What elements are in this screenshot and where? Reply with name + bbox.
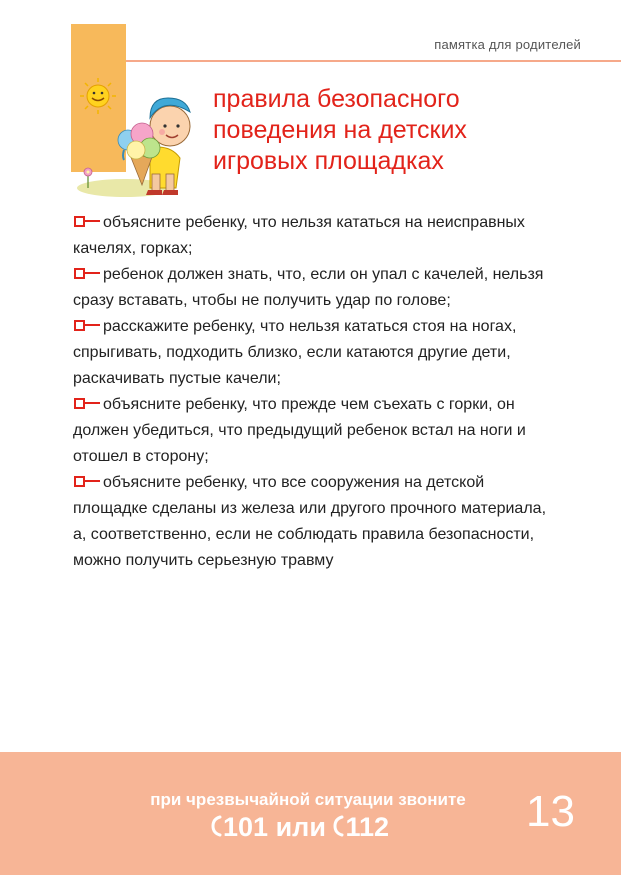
- emergency-text: при чрезвычайной ситуации звоните: [150, 790, 466, 809]
- header-divider: [126, 60, 621, 62]
- title-line-2: поведения на детских: [213, 116, 467, 144]
- bullet-icon: [73, 215, 101, 227]
- phone-icon: [211, 815, 223, 837]
- bullet-icon: [73, 475, 101, 487]
- rule-item-5: [73, 470, 563, 574]
- emergency-numbers: [0, 812, 600, 843]
- title-line-3: игровых площадках: [213, 147, 444, 175]
- emergency-footer: [0, 752, 621, 875]
- rule-text-2: ребенок должен знать, что, если он упал с качелей, нельзя сразу вставать, чтобы не получить удар по голове;: [73, 266, 544, 309]
- child-with-ice-cream-illustration: [70, 70, 200, 205]
- rule-text-1: объясните ребенку, что нельзя кататься на неисправных качелях, горках;: [73, 214, 525, 257]
- rules-list: [73, 210, 563, 574]
- or-text: или: [275, 812, 326, 842]
- bullet-icon: [73, 319, 101, 331]
- rule-text-4: объясните ребенку, что прежде чем съехать с горки, он должен убедиться, что предыдущий ребенок встал на ноги и отошел в сторону;: [73, 396, 526, 465]
- sun-icon: [80, 78, 116, 114]
- header-label: памятка для родителей: [434, 37, 581, 52]
- rule-item-3: [73, 314, 563, 392]
- phone-icon: [333, 815, 345, 837]
- rule-text-5: объясните ребенку, что все сооружения на детской площадке сделаны из железа или другого прочного материала, а, соответственно, если не соблюдать правила безопасности, можно получить серьезную травму: [73, 474, 547, 569]
- title-line-1: правила безопасного: [213, 85, 460, 113]
- rule-item-2: [73, 262, 563, 314]
- emergency-number-112: 112: [345, 812, 389, 842]
- rule-item-4: [73, 392, 563, 470]
- page-number: 13: [526, 787, 575, 836]
- bullet-icon: [73, 267, 101, 279]
- rule-text-3: расскажите ребенку, что нельзя кататься стоя на ногах, спрыгивать, подходить близко, если катаются другие дети, раскачивать пустые качели;: [73, 318, 517, 387]
- page-title: [213, 84, 573, 177]
- rule-item-1: [73, 210, 563, 262]
- emergency-number-101: 101: [222, 812, 269, 842]
- bullet-icon: [73, 397, 101, 409]
